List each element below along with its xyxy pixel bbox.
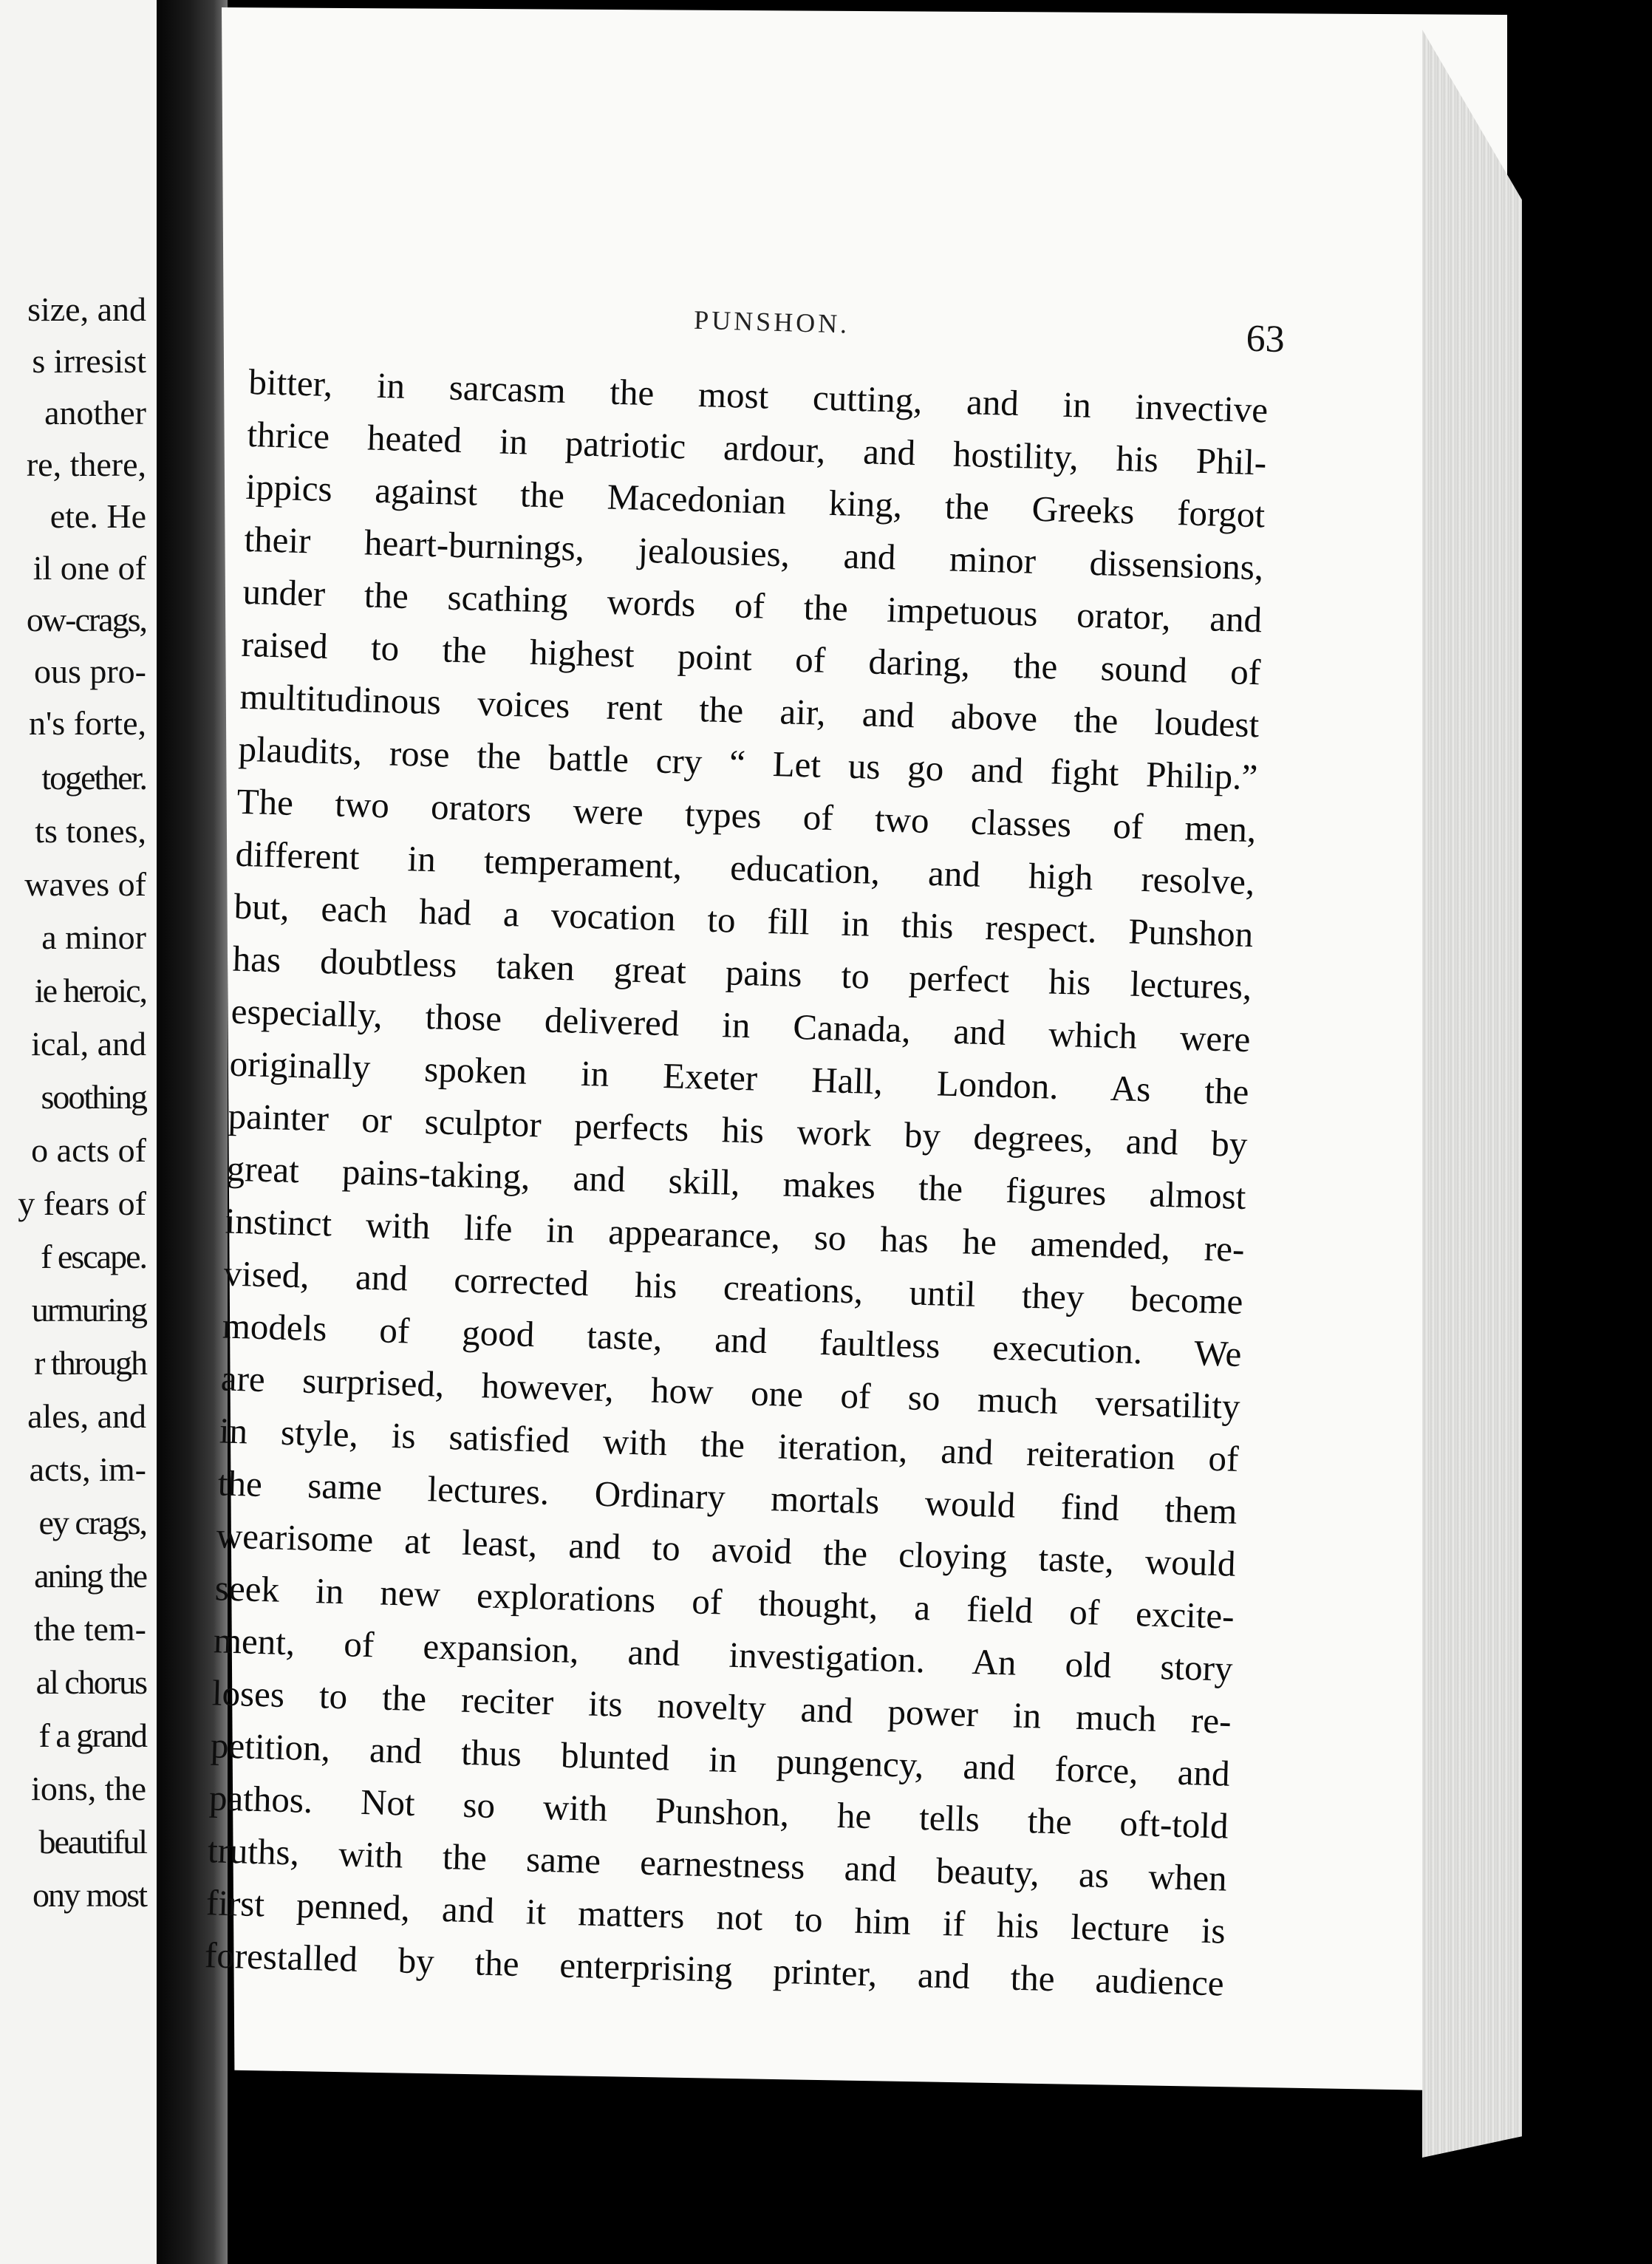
left-text-line: beautiful xyxy=(38,1823,146,1861)
left-text-line: together. xyxy=(41,759,146,797)
left-text-line: ts tones, xyxy=(35,812,146,850)
page-fore-edge xyxy=(1422,30,1522,2158)
text-line: wearisome at least, and to avoid the cloying taste, would xyxy=(216,1515,1237,1584)
left-text-line: il one of xyxy=(33,549,146,587)
left-text-line: a minor xyxy=(41,918,146,956)
text-line: vised, and corrected his creations, until they become xyxy=(223,1252,1244,1323)
text-line: great pains-taking, and skill, makes the figures almost xyxy=(226,1148,1247,1218)
left-text-line: aning the xyxy=(34,1557,146,1595)
left-text-line: re, there, xyxy=(26,446,146,483)
left-text-line: ow-crags, xyxy=(26,601,146,638)
text-line: seek in new explorations of thought, a field of excite- xyxy=(214,1567,1235,1637)
left-text-line: waves of xyxy=(24,865,146,903)
text-line: painter or sculptor perfects his work by degrees, and by xyxy=(228,1095,1249,1165)
text-line: especially, those delivered in Canada, and which were xyxy=(231,990,1252,1060)
text-line: raised to the highest point of daring, the sound of xyxy=(240,623,1261,693)
text-line: first penned, and it matters not to him if his lecture is xyxy=(205,1882,1226,1951)
text-line: ippics against the Macedonian king, the Greeks forgot xyxy=(245,466,1266,536)
text-line: the same lectures. Ordinary mortals would find them xyxy=(217,1462,1238,1532)
left-text-line: al chorus xyxy=(35,1663,146,1701)
text-line: The two orators were types of two classes of men, xyxy=(236,780,1257,850)
text-line: bitter, in sarcasm the most cutting, and in invective xyxy=(248,361,1269,431)
left-text-line: ales, and xyxy=(27,1397,146,1435)
left-text-line: soothing xyxy=(41,1078,146,1116)
text-line: under the scathing words of the impetuous orator, and xyxy=(242,570,1263,641)
text-line: different in temperament, education, and high resolve, xyxy=(234,833,1255,903)
text-line: pathos. Not so with Punshon, he tells the oft-told xyxy=(208,1777,1229,1847)
text-line: petition, and thus blunted in pungency, and force, and xyxy=(210,1725,1231,1794)
left-text-line: y fears of xyxy=(18,1184,146,1222)
text-line: instinct with life in appearance, so has he amended, re- xyxy=(225,1200,1246,1270)
left-text-line: n's forte, xyxy=(28,704,146,742)
text-line: loses to the reciter its novelty and power in much re- xyxy=(211,1672,1232,1742)
text-line: but, each had a vocation to fill in this respect. Punshon xyxy=(233,885,1255,955)
text-line: plaudits, rose the battle cry “ Let us go and fight Philip.” xyxy=(237,728,1258,798)
left-text-line: ical, and xyxy=(31,1025,146,1063)
text-line: forestalled by the enterprising printer, and the audience xyxy=(204,1934,1225,2004)
left-text-line: f escape. xyxy=(41,1238,146,1275)
left-text-line: ony most xyxy=(33,1876,146,1914)
left-text-line: the tem- xyxy=(34,1610,146,1648)
left-text-line: ions, the xyxy=(31,1770,146,1807)
text-line: are surprised, however, how one of so much versatility xyxy=(220,1357,1241,1427)
text-line: originally spoken in Exeter Hall, London. As the xyxy=(229,1043,1250,1113)
left-text-line: ous pro- xyxy=(33,652,146,690)
text-line: thrice heated in patriotic ardour, and hostility, his Phil- xyxy=(246,413,1267,483)
text-line: multitudinous voices rent the air, and above the loudest xyxy=(239,675,1260,746)
left-text-line: acts, im- xyxy=(29,1450,146,1488)
left-text-line: s irresist xyxy=(32,342,146,380)
running-head: PUNSHON. xyxy=(693,304,850,339)
left-page-fragment xyxy=(0,0,157,2264)
left-text-line: f a grand xyxy=(38,1716,146,1754)
left-text-line: ey crags, xyxy=(38,1504,146,1541)
page-number: 63 xyxy=(1245,317,1286,361)
text-line: models of good taste, and faultless execution. We xyxy=(222,1305,1243,1374)
left-text-line: size, and xyxy=(27,290,146,328)
text-line: in style, is satisfied with the iteration, and reiteration of xyxy=(219,1410,1240,1479)
page-text-block xyxy=(204,292,1286,2010)
left-text-line: urmuring xyxy=(31,1291,146,1329)
text-line: has doubtless taken great pains to perfect his lectures, xyxy=(232,938,1253,1008)
text-line: ment, of expansion, and investigation. An old story xyxy=(213,1620,1234,1689)
left-text-line: r through xyxy=(34,1344,146,1382)
left-text-line: ie heroic, xyxy=(34,972,146,1009)
left-text-line: another xyxy=(44,394,146,432)
text-line: their heart-burnings, jealousies, and minor dissensions, xyxy=(243,518,1264,588)
text-line: truths, with the same earnestness and beauty, as when xyxy=(207,1830,1228,1899)
left-text-line: o acts of xyxy=(31,1131,146,1169)
left-text-line: ete. He xyxy=(50,497,146,535)
